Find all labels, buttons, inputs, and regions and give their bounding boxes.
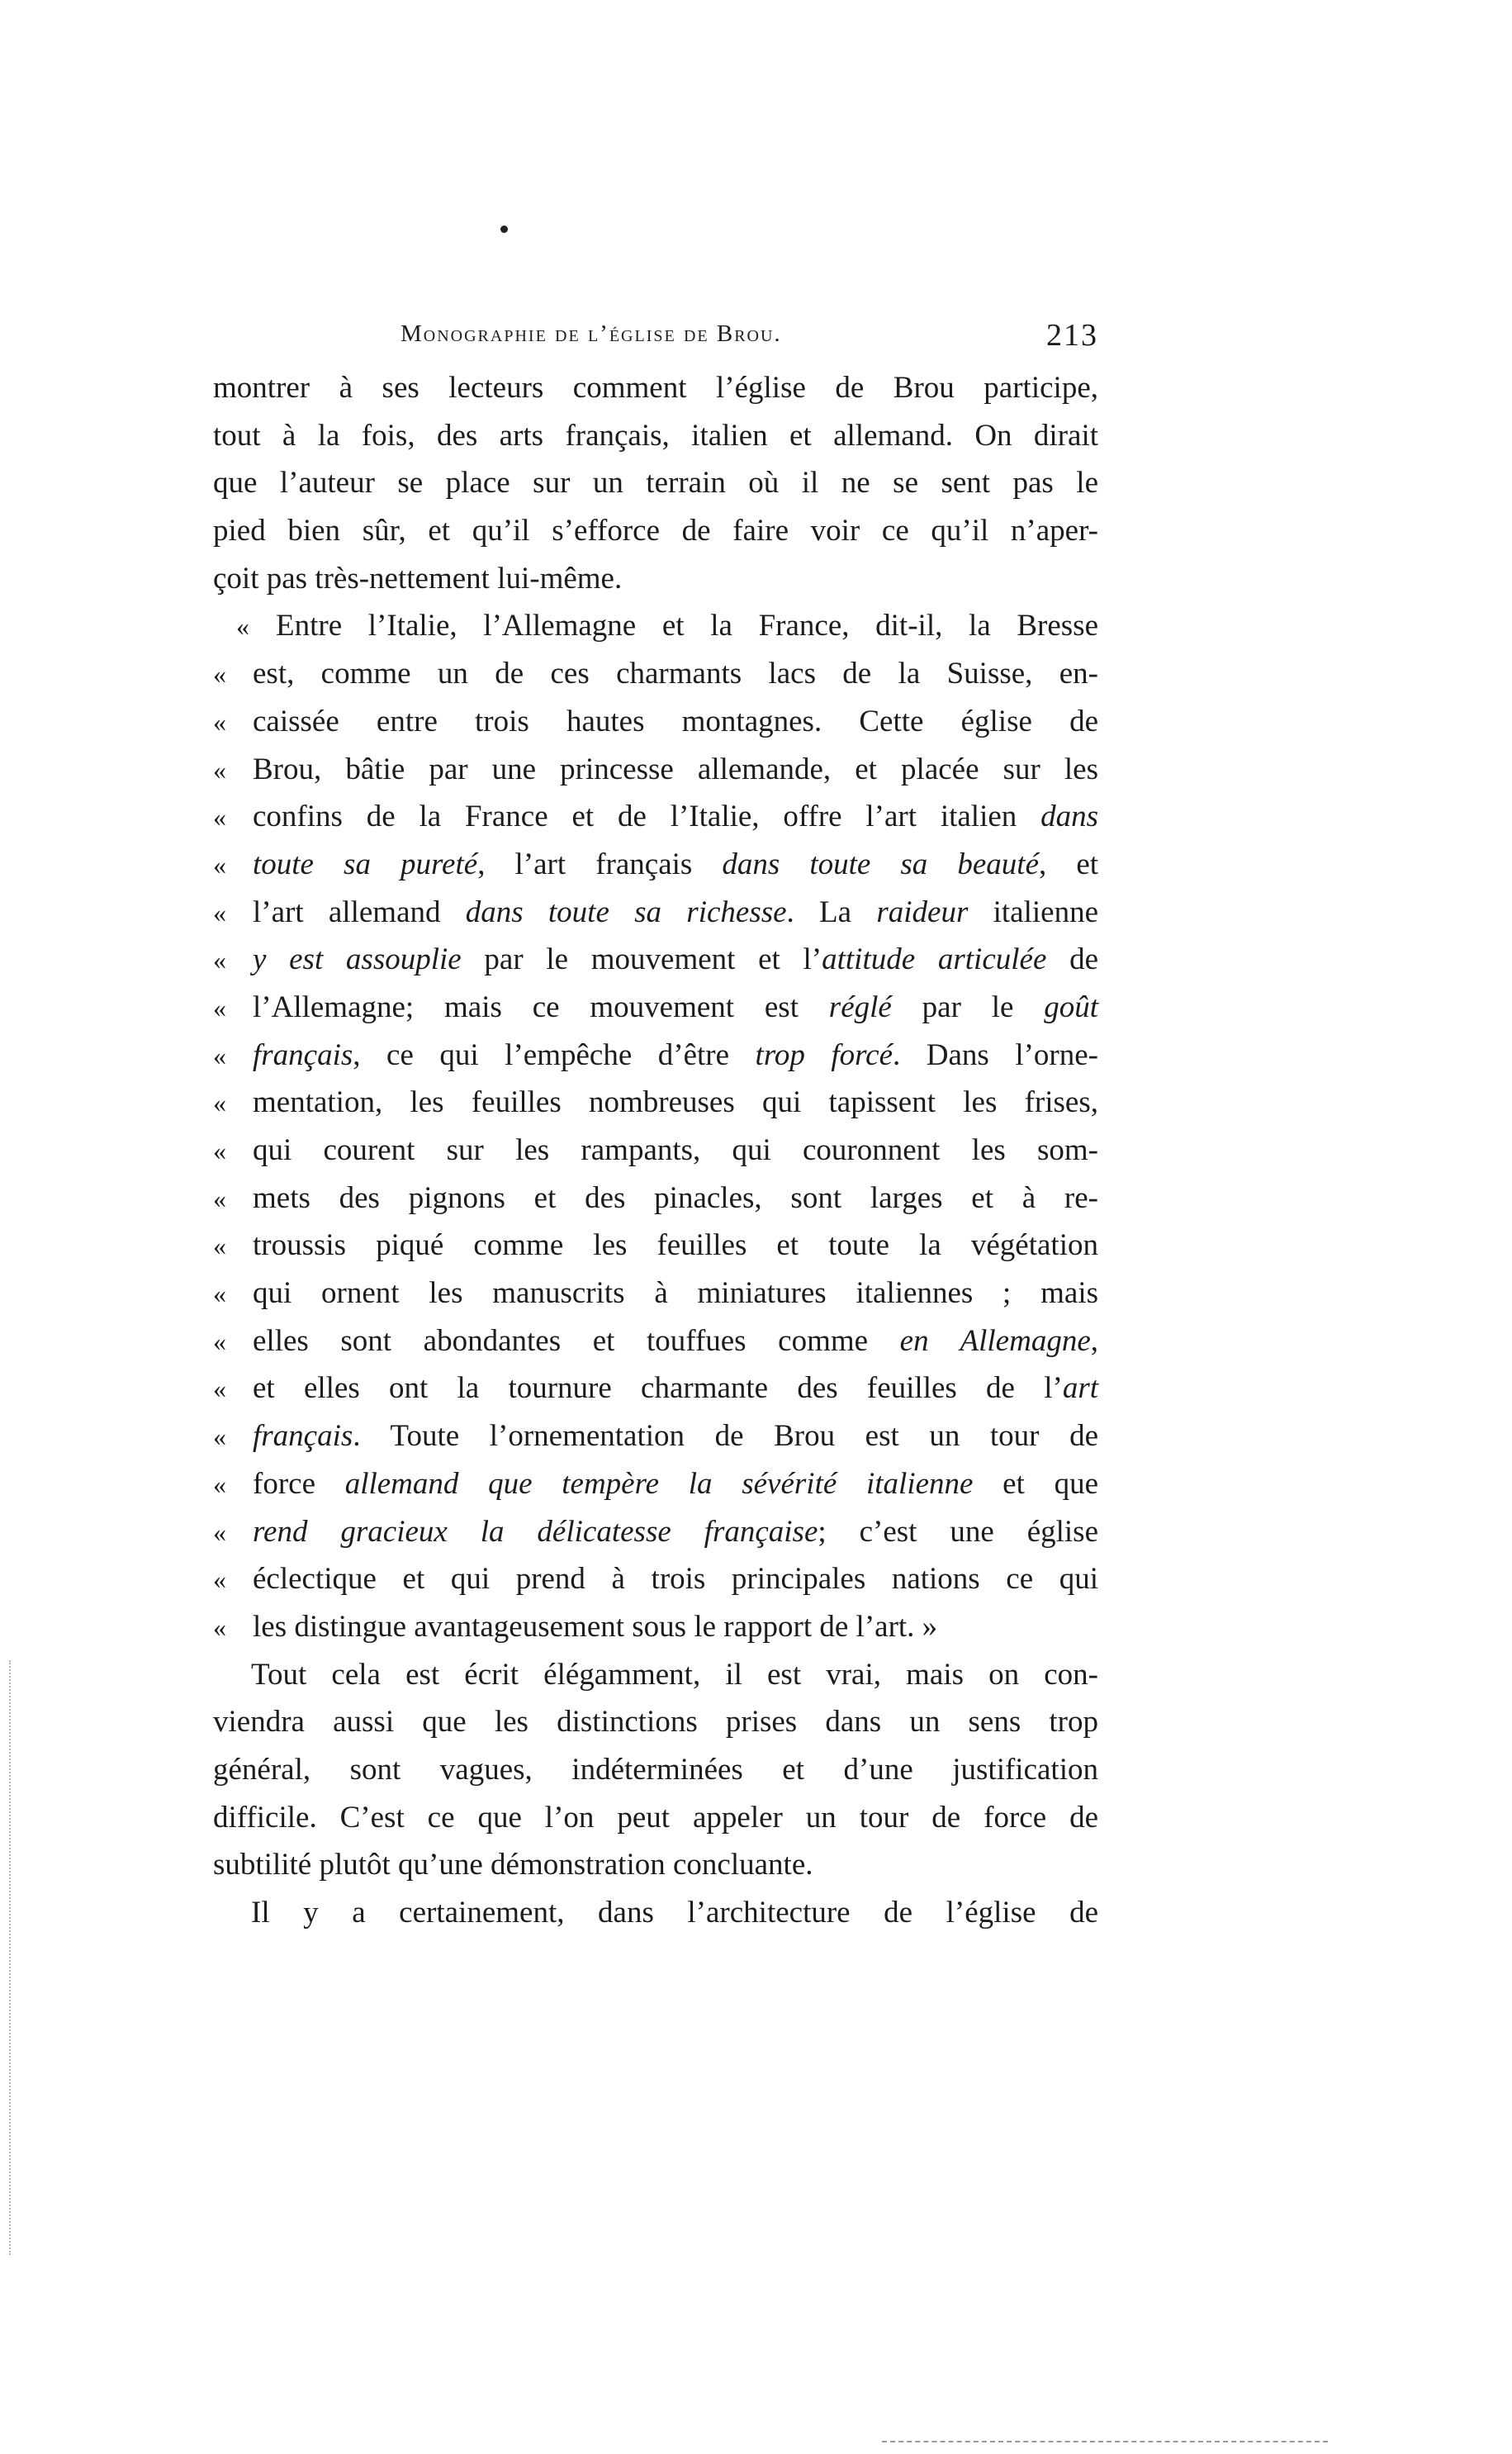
italic-span: réglé (828, 990, 892, 1024)
quote-mark: « (213, 1040, 226, 1070)
quote-mark: « (213, 849, 226, 880)
text-span: subtilité plutôt qu’une démonstration concluante. (213, 1848, 813, 1882)
line-text (253, 990, 1098, 1025)
quote-mark: « (213, 1326, 226, 1356)
text-line (213, 752, 1098, 800)
running-title: Monographie de l’église de Brou. (401, 320, 782, 347)
text-line (213, 1466, 1098, 1514)
text-line (213, 1800, 1098, 1848)
quote-mark: « (213, 754, 226, 785)
line-text (213, 561, 1098, 596)
text-span: mets des pignons et des pinacles, sont larges et à re- (253, 1180, 1098, 1215)
quote-mark: « (213, 1611, 226, 1642)
text-line (213, 1180, 1098, 1228)
quote-mark: « (213, 992, 226, 1023)
text-line (213, 513, 1098, 561)
quote-mark: « (236, 611, 249, 642)
line-text (253, 799, 1098, 834)
text-line (213, 942, 1098, 990)
line-text (213, 370, 1098, 406)
page-header (401, 317, 1098, 358)
text-line (213, 1704, 1098, 1752)
text-span: ; c’est une église (818, 1514, 1098, 1549)
text-span: Tout cela est écrit élégamment, il est vrai, mais on con- (251, 1657, 1098, 1692)
line-text (253, 1561, 1098, 1597)
text-span: et que (973, 1466, 1098, 1501)
text-span: tout à la fois, des arts français, italien et allemand. On dirait (213, 418, 1098, 453)
text-line (213, 799, 1098, 847)
text-span: Brou, bâtie par une princesse allemande, et placée sur les (253, 752, 1098, 786)
line-text (253, 895, 1098, 930)
italic-span: attitude articulée (822, 942, 1047, 977)
text-line (213, 656, 1098, 704)
italic-span: toute sa pureté (253, 847, 478, 881)
text-line (213, 1227, 1098, 1275)
text-line (213, 608, 1098, 656)
line-text (253, 1370, 1098, 1406)
line-text (276, 608, 1098, 643)
italic-span: français (253, 1037, 353, 1072)
text-line (213, 1752, 1098, 1800)
text-span: , (1090, 1323, 1098, 1358)
italic-span: dans toute sa richesse (465, 895, 787, 929)
text-span: montrer à ses lecteurs comment l’église de Brou participe, (213, 371, 1098, 405)
line-text (253, 752, 1098, 787)
quote-mark: « (213, 1517, 226, 1547)
text-span: les distingue avantageusement sous le rapport de l’art. » (253, 1609, 938, 1644)
text-line (213, 1275, 1098, 1323)
line-text (253, 656, 1098, 691)
italic-span: français (253, 1419, 353, 1454)
quote-mark: « (213, 659, 226, 690)
line-text (253, 1466, 1098, 1502)
line-text (253, 1085, 1098, 1120)
text-line (213, 704, 1098, 752)
line-text (253, 1227, 1098, 1263)
text-span: , et (1039, 847, 1099, 881)
text-line (213, 1037, 1098, 1085)
line-text (213, 1704, 1098, 1740)
text-span: caissée entre trois hautes montagnes. Cette église de (253, 704, 1098, 738)
line-text (213, 1800, 1098, 1835)
text-line (213, 1657, 1098, 1705)
page-number: 213 (1046, 318, 1098, 353)
text-span: est, comme un de ces charmants lacs de la Suisse, en- (253, 657, 1098, 691)
line-text (213, 1657, 1098, 1692)
text-line (213, 1323, 1098, 1371)
text-span: . Toute l’ornementation de Brou est un tour de (353, 1419, 1098, 1454)
italic-span: allemand que tempère la sévérité italienne (344, 1466, 974, 1501)
line-text (253, 704, 1098, 739)
line-text (213, 418, 1098, 453)
quote-mark: « (213, 1088, 226, 1118)
quote-mark: « (213, 1183, 226, 1213)
text-line (213, 1609, 1098, 1657)
line-text (253, 1323, 1098, 1359)
body-text (213, 370, 1098, 1943)
line-text (253, 1514, 1098, 1550)
line-text (253, 1037, 1098, 1073)
line-text (213, 465, 1098, 501)
text-line (213, 561, 1098, 609)
text-span: de (1046, 942, 1098, 977)
line-text (253, 1418, 1098, 1454)
text-line (213, 990, 1098, 1037)
text-line (213, 1418, 1098, 1466)
text-span: , l’art français (477, 847, 723, 881)
text-span: . Dans l’orne- (893, 1037, 1098, 1072)
quote-mark: « (213, 1231, 226, 1261)
text-line (213, 895, 1098, 942)
text-line (213, 1895, 1098, 1943)
quote-mark: « (213, 945, 226, 975)
text-span: confins de la France et de l’Italie, offre l’art italien (253, 800, 1041, 834)
text-line (213, 1847, 1098, 1895)
line-text (213, 1752, 1098, 1787)
italic-span: trop forcé (755, 1037, 893, 1072)
text-span: viendra aussi que les distinctions prises dans un sens trop (213, 1705, 1098, 1740)
quote-mark: « (213, 1279, 226, 1309)
text-line (213, 418, 1098, 466)
quote-mark: « (213, 1564, 226, 1595)
bottom-rule (882, 2441, 1328, 2442)
line-text (213, 1847, 1098, 1882)
text-span: çoit pas très-nettement lui-même. (213, 561, 623, 596)
text-line (213, 1561, 1098, 1609)
text-span: et elles ont la tournure charmante des feuilles de l’ (253, 1371, 1063, 1406)
quote-mark: « (213, 1136, 226, 1165)
text-span: , ce qui l’empêche d’être (353, 1037, 756, 1072)
text-span: l’art allemand (253, 895, 466, 929)
text-span: qui courent sur les rampants, qui couronnent les som- (253, 1133, 1098, 1167)
italic-span: rend gracieux la délicatesse française (253, 1514, 818, 1549)
line-text (253, 942, 1098, 977)
text-span: force (253, 1466, 345, 1501)
text-span: troussis piqué comme les feuilles et toute la végétation (253, 1228, 1098, 1263)
text-line (213, 1370, 1098, 1418)
italic-span: en Allemagne (899, 1323, 1091, 1358)
text-span: difficile. C’est ce que l’on peut appeler un tour de force de (213, 1800, 1098, 1835)
quote-mark: « (213, 706, 226, 737)
italic-span: y est assouplie (253, 942, 462, 977)
italic-span: art (1062, 1371, 1098, 1406)
italic-span: raideur (876, 895, 969, 929)
italic-span: dans toute sa beauté (722, 847, 1039, 881)
quote-mark: « (213, 1469, 226, 1499)
text-span: italienne (968, 895, 1098, 929)
text-span: que l’auteur se place sur un terrain où il ne se sent pas le (213, 466, 1098, 501)
text-span: Entre l’Italie, l’Allemagne et la France, dit-il, la Bresse (276, 609, 1098, 643)
text-line (213, 1085, 1098, 1132)
text-line (213, 1132, 1098, 1180)
text-span: elles sont abondantes et touffues comme (253, 1323, 900, 1358)
line-text (253, 1609, 1098, 1645)
text-span: par le mouvement et l’ (461, 942, 822, 977)
text-span: éclectique et qui prend à trois principales nations ce qui (253, 1562, 1098, 1597)
text-span: Il y a certainement, dans l’architecture de l’église de (251, 1896, 1098, 1929)
text-line (213, 847, 1098, 895)
text-line (213, 370, 1098, 418)
text-span: qui ornent les manuscrits à miniatures italiennes ; mais (253, 1276, 1098, 1311)
margin-dotted-line (9, 1660, 11, 2255)
line-text (253, 1132, 1098, 1168)
italic-span: dans (1040, 800, 1098, 834)
italic-span: goût (1044, 990, 1098, 1024)
text-span: général, sont vagues, indéterminées et d’une justification (213, 1752, 1098, 1787)
text-span: l’Allemagne; mais ce mouvement est (253, 990, 829, 1024)
text-line (213, 1514, 1098, 1562)
line-text (213, 513, 1098, 548)
text-line (213, 465, 1098, 513)
text-span: mentation, les feuilles nombreuses qui tapissent les frises, (253, 1085, 1098, 1120)
text-span: . La (786, 895, 877, 929)
quote-mark: « (213, 897, 226, 928)
line-text (253, 1275, 1098, 1311)
quote-mark: « (213, 1374, 226, 1404)
line-text (253, 847, 1098, 882)
line-text (253, 1180, 1098, 1216)
quote-mark: « (213, 802, 226, 833)
quote-mark: « (213, 1422, 226, 1452)
line-text (213, 1895, 1098, 1930)
text-span: pied bien sûr, et qu’il s’efforce de faire voir ce qu’il n’aper- (213, 514, 1098, 548)
text-span: par le (891, 990, 1045, 1024)
ink-dot (500, 225, 508, 233)
